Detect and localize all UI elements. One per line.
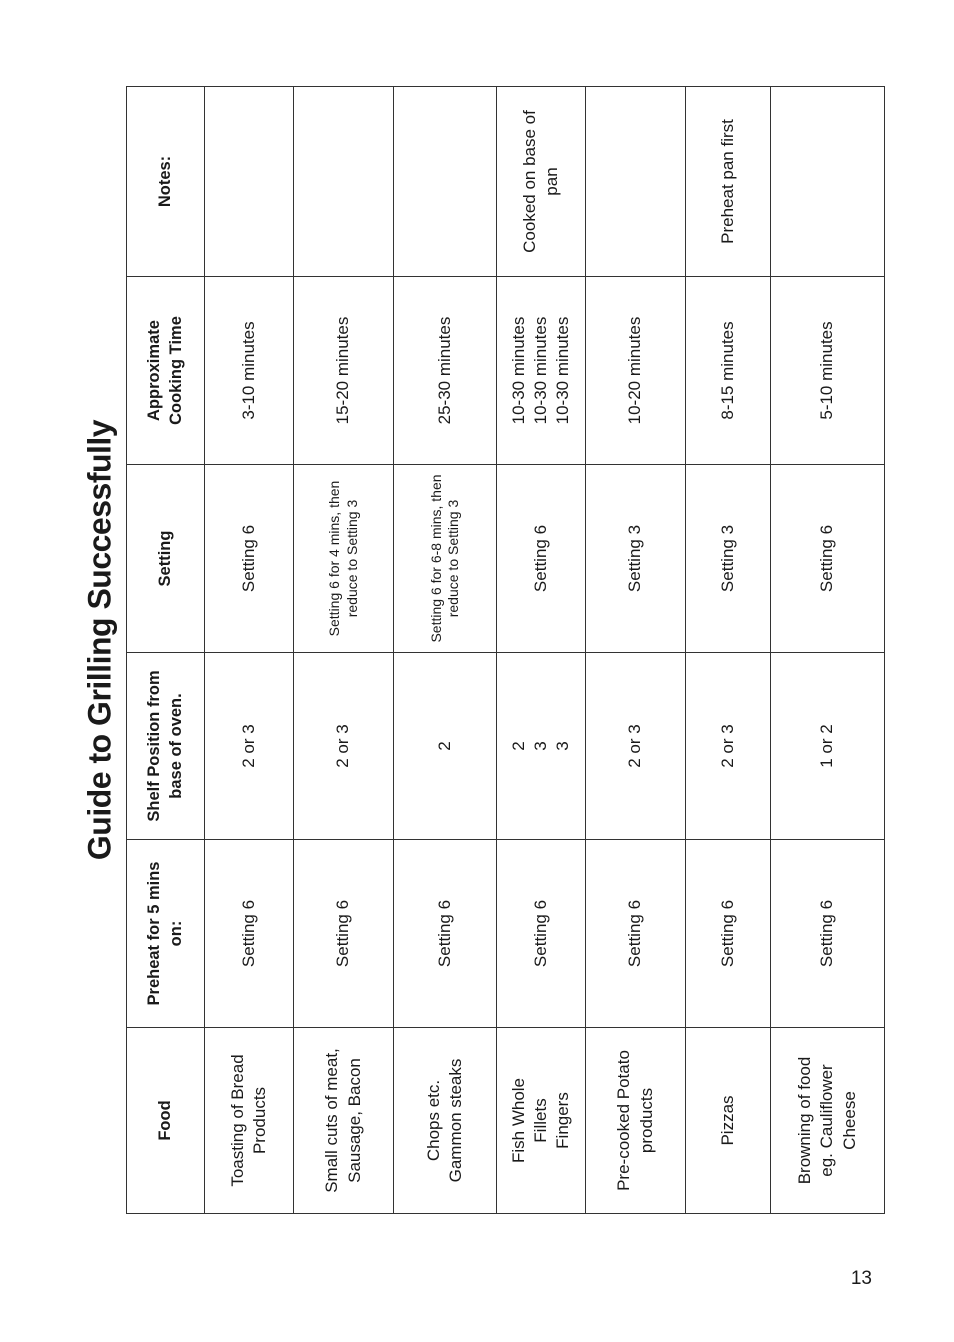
shelf-cell: [394, 653, 497, 840]
shelf-cell-line: 3: [530, 741, 550, 751]
shelf-cell: [205, 653, 294, 840]
shelf-cell: [586, 653, 686, 840]
time-cell: [686, 277, 771, 465]
time-cell: [394, 277, 497, 465]
setting-cell: Setting 3: [586, 465, 686, 653]
food-cell: [686, 1028, 771, 1214]
food-cell-line: Sausage, Bacon: [344, 1058, 364, 1183]
table-row: [394, 87, 497, 1214]
grilling-guide-table-rotated: [126, 87, 884, 1214]
food-cell-line: Pre-cooked Potato: [614, 1050, 634, 1191]
header-shelf-position: Shelf Position from base of oven.: [127, 653, 205, 840]
preheat-cell: Setting 6: [497, 840, 586, 1028]
table-row: [771, 87, 885, 1214]
shelf-cell: [771, 653, 885, 840]
time-cell-line: 25-30 minutes: [434, 316, 454, 425]
time-cell-line: 10-30 minutes: [508, 316, 528, 425]
table-body: [205, 87, 885, 1214]
food-cell: [394, 1028, 497, 1214]
food-cell-line: Fingers: [553, 1092, 573, 1149]
food-cell-line: eg. Cauliflower: [817, 1064, 837, 1177]
preheat-cell: Setting 6: [586, 840, 686, 1028]
preheat-cell: Setting 6: [394, 840, 497, 1028]
setting-cell: Setting 6: [771, 465, 885, 653]
table-row: [294, 87, 394, 1214]
food-cell-line: Fillets: [530, 1098, 550, 1143]
time-cell-line: 10-20 minutes: [625, 316, 645, 425]
setting-cell: Setting 3: [686, 465, 771, 653]
preheat-cell: Setting 6: [294, 840, 394, 1028]
notes-cell: Cooked on base of pan: [497, 87, 586, 277]
table-row: [205, 87, 294, 1214]
time-cell: [294, 277, 394, 465]
food-cell-line: Chops etc.: [423, 1079, 443, 1162]
shelf-cell-line: 2 or 3: [238, 724, 258, 768]
header-cooking-time: Approximate Cooking Time: [127, 277, 205, 465]
shelf-cell: [294, 653, 394, 840]
food-cell-line: Fish Whole: [508, 1077, 528, 1164]
setting-cell: Setting 6: [497, 465, 586, 653]
shelf-cell-line: 2: [434, 741, 454, 751]
preheat-cell: Setting 6: [686, 840, 771, 1028]
header-preheat: Preheat for 5 mins on:: [127, 840, 205, 1028]
header-setting: Setting: [127, 465, 205, 653]
shelf-cell-line: 2 or 3: [625, 724, 645, 768]
setting-cell: Setting 6 for 4 mins, then reduce to Setting 3: [294, 465, 394, 653]
setting-cell: Setting 6 for 6-8 mins, then reduce to Setting 3: [394, 465, 497, 653]
time-cell: [771, 277, 885, 465]
shelf-cell-line: 3: [553, 741, 573, 751]
time-cell: [586, 277, 686, 465]
shelf-cell-line: 2 or 3: [333, 724, 353, 768]
time-cell: [497, 277, 586, 465]
food-cell: [586, 1028, 686, 1214]
food-cell-line: Toasting of Bread: [227, 1054, 247, 1187]
shelf-cell: [686, 653, 771, 840]
table-row: [686, 87, 771, 1214]
notes-cell: [294, 87, 394, 277]
grilling-guide-table: [126, 86, 885, 1214]
time-cell: [205, 277, 294, 465]
food-cell-line: Products: [250, 1086, 269, 1155]
notes-cell: [394, 87, 497, 277]
preheat-cell: Setting 6: [771, 840, 885, 1028]
header-notes: Notes:: [127, 87, 205, 277]
time-cell-line: 10-30 minutes: [530, 316, 550, 425]
food-cell-line: Cheese: [839, 1091, 859, 1150]
time-cell-line: 5-10 minutes: [817, 321, 837, 420]
shelf-cell: [497, 653, 586, 840]
food-cell: [205, 1028, 294, 1214]
page-number: 13: [850, 1268, 872, 1289]
food-cell-line: products: [636, 1087, 656, 1154]
food-cell-line: Pizzas: [717, 1095, 737, 1146]
setting-cell: Setting 6: [205, 465, 294, 653]
grilling-guide-table-container: [126, 87, 884, 1214]
header-food: Food: [127, 1028, 205, 1214]
shelf-cell-line: 2: [508, 741, 528, 751]
time-cell-line: 10-30 minutes: [553, 316, 573, 425]
food-cell: [294, 1028, 394, 1214]
time-cell-line: 8-15 minutes: [717, 321, 737, 420]
food-cell-line: Small cuts of meat,: [322, 1048, 342, 1193]
food-cell: [771, 1028, 885, 1214]
notes-cell: [205, 87, 294, 277]
food-cell-line: Gammon steaks: [446, 1058, 465, 1183]
table-row: [497, 87, 586, 1214]
page-title: Guide to Grilling Successfully: [81, 419, 118, 861]
table-row: [586, 87, 686, 1214]
notes-cell: Preheat pan first: [686, 87, 771, 277]
shelf-cell-line: 2 or 3: [717, 724, 737, 768]
table-header-row: [127, 87, 205, 1214]
notes-cell: [586, 87, 686, 277]
shelf-cell-line: 1 or 2: [817, 724, 837, 768]
food-cell: [497, 1028, 586, 1214]
time-cell-line: 15-20 minutes: [333, 316, 353, 425]
preheat-cell: Setting 6: [205, 840, 294, 1028]
notes-cell: [771, 87, 885, 277]
time-cell-line: 3-10 minutes: [238, 321, 258, 420]
food-cell-line: Browning of food: [795, 1056, 815, 1185]
